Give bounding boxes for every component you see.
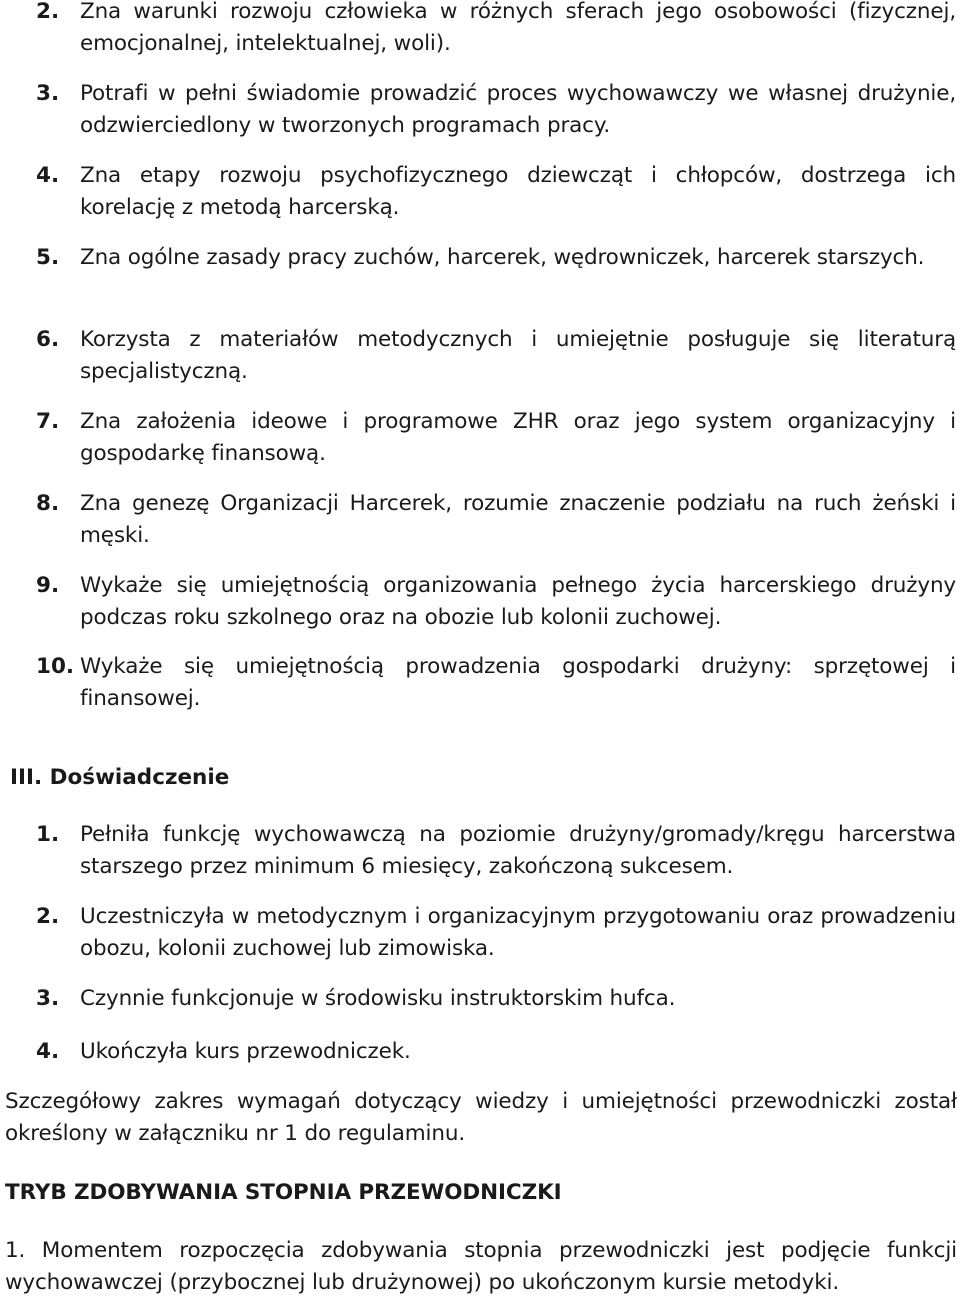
list-item-text: Czynnie funkcjonuje w środowisku instruktorskim hufca. [80,986,676,1011]
list-item-text: Zna ogólne zasady pracy zuchów, harcerek, wędrowniczek, harcerek starszych. [80,245,925,270]
list-item-number: 7. [36,409,60,434]
detail-paragraph: Szczegółowy zakres wymagań dotyczący wiedzy i umiejętności przewodniczki został określony w załączniku nr 1 do regulaminu. [5,1089,957,1146]
section-heading-mode: TRYB ZDOBYWANIA STOPNIA PRZEWODNICZKI [5,1180,562,1205]
list-item [0,488,958,552]
list-item-text: Zna założenia ideowe i programowe ZHR oraz jego system organizacyjny i gospodarkę finansową. [80,409,956,466]
list-item-number: 3. [36,81,60,106]
list-item-text: Pełniła funkcję wychowawczą na poziomie drużyny/gromady/kręgu harcerstwa starszego przez minimum 6 miesięcy, zakończoną sukcesem. [80,822,956,879]
list-item-text: Potrafi w pełni świadomie prowadzić proces wychowawczy we własnej drużynie, odzwierciedlony w tworzonych programach pracy. [80,81,956,138]
list-item [0,651,958,715]
list-item-text: Wykaże się umiejętnością organizowania pełnego życia harcerskiego drużyny podczas roku szkolnego oraz na obozie lub kolonii zuchowej. [80,573,956,630]
list-item-number: 10. [36,654,75,679]
mode-paragraph: 1. Momentem rozpoczęcia zdobywania stopnia przewodniczki jest podjęcie funkcji wychowawczej (przybocznej lub drużynowej) po ukończonym kursie metodyki. [5,1238,957,1295]
list-item-number: 9. [36,573,60,598]
list-item [0,160,958,224]
list-item-number: 6. [36,327,60,352]
list-item-text: Korzysta z materiałów metodycznych i umiejętnie posługuje się literaturą specjalistyczną. [80,327,956,384]
list-item-number: 2. [36,0,60,24]
list-item-number: 4. [36,163,60,188]
list-item-number: 2. [36,904,60,929]
list-item [0,1036,958,1068]
list-item-number: 4. [36,1039,60,1064]
list-item [0,242,958,274]
list-item-text: Zna warunki rozwoju człowieka w różnych sferach jego osobowości (fizycznej, emocjonalnej, intelektualnej, woli). [80,0,956,56]
list-item-number: 1. [36,822,60,847]
list-item [0,0,958,60]
list-item-number: 3. [36,986,60,1011]
list-item-number: 8. [36,491,60,516]
list-item [0,983,958,1015]
section-heading-experience: III. Doświadczenie [10,765,230,790]
list-item [0,901,958,965]
list-item [0,78,958,142]
list-item-text: Zna etapy rozwoju psychofizycznego dziewcząt i chłopców, dostrzega ich korelację z metodą harcerską. [80,163,956,220]
list-item-text: Uczestniczyła w metodycznym i organizacyjnym przygotowaniu oraz prowadzeniu obozu, kolonii zuchowej lub zimowiska. [80,904,956,961]
list-item-text: Zna genezę Organizacji Harcerek, rozumie znaczenie podziału na ruch żeński i męski. [80,491,956,548]
list-item-number: 5. [36,245,60,270]
list-item [0,406,958,470]
list-item-text: Wykaże się umiejętnością prowadzenia gospodarki drużyny: sprzętowej i finansowej. [80,654,956,711]
list-item [0,570,958,634]
list-item-text: Ukończyła kurs przewodniczek. [80,1039,411,1064]
list-item [0,819,958,883]
list-item [0,324,958,388]
